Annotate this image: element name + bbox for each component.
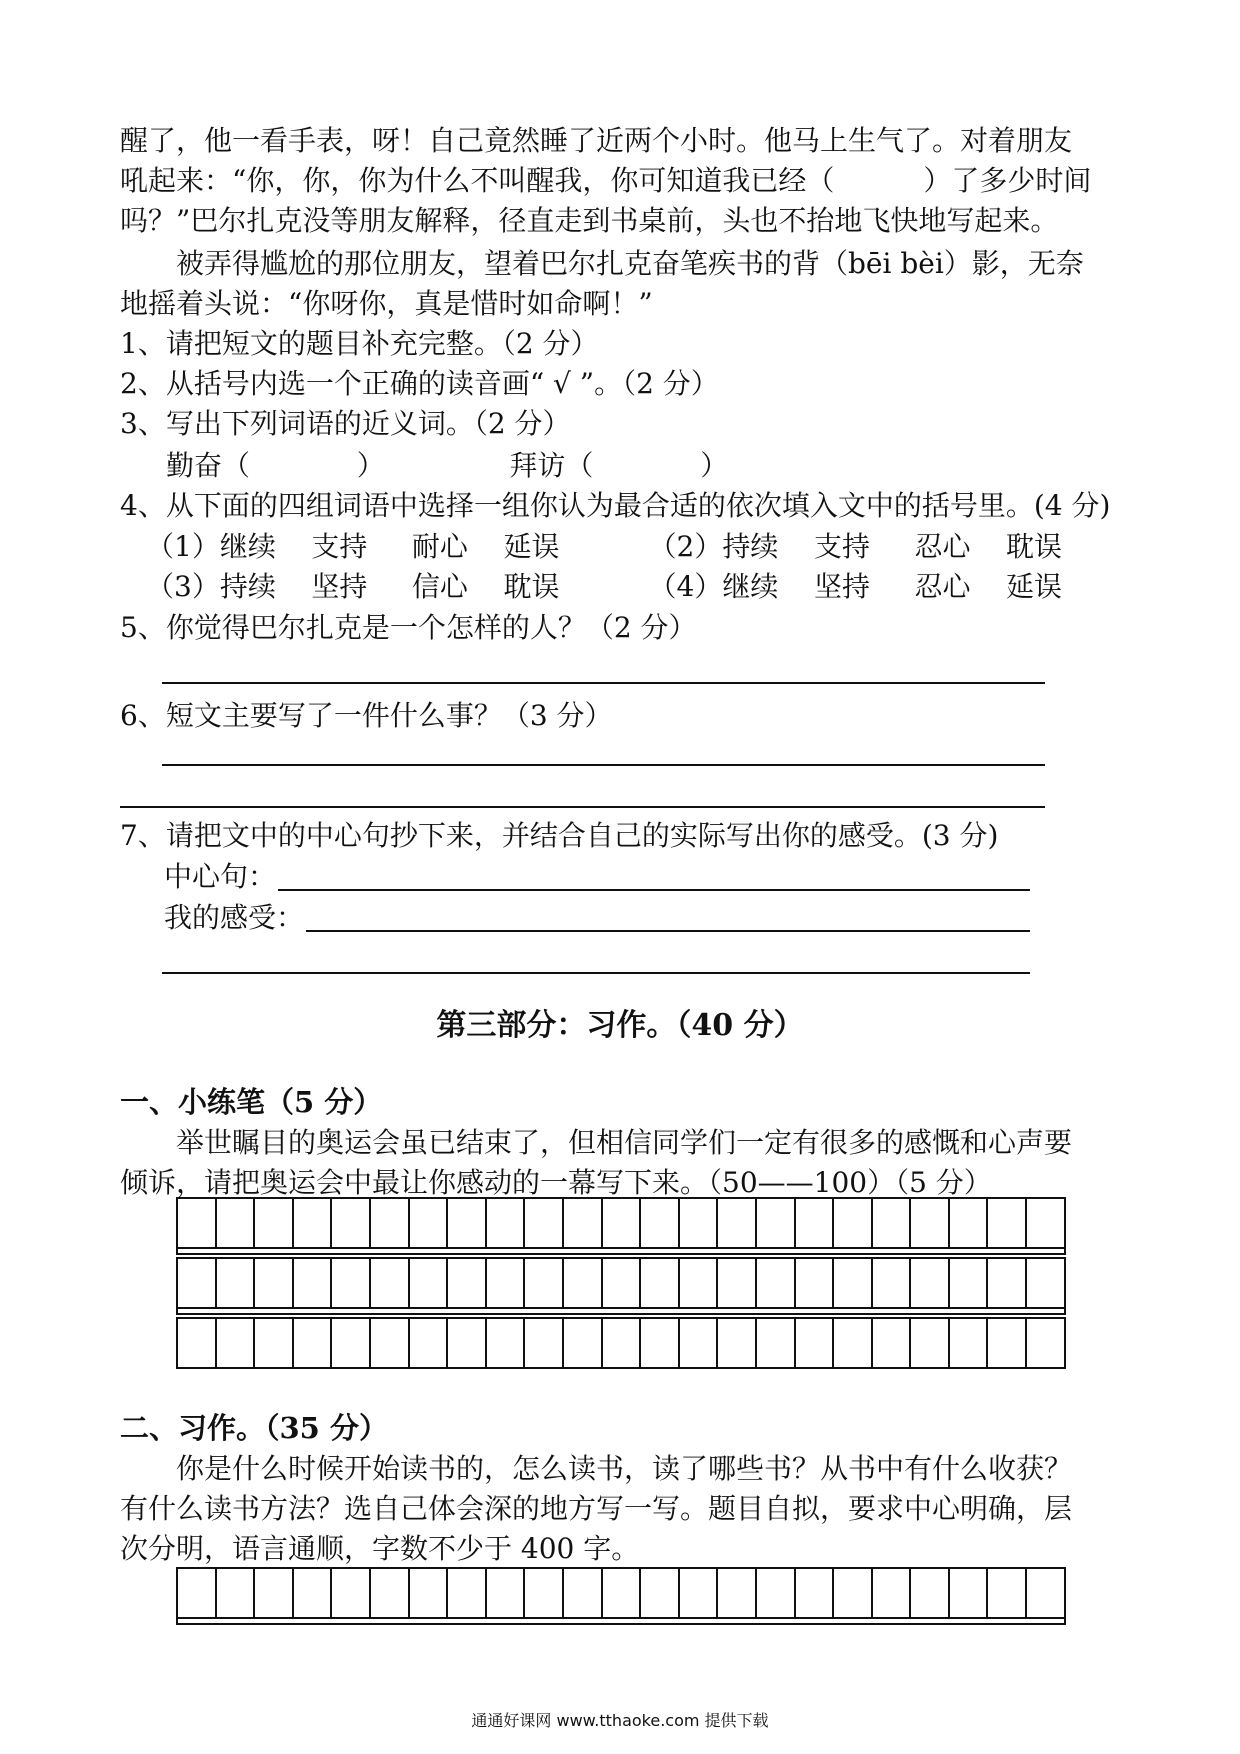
passage-line-1: 醒了，他一看手表，呀！自己竟然睡了近两个小时。他马上生气了。对着朋友	[120, 124, 1073, 157]
answer-line-q6-2[interactable]	[120, 806, 1045, 808]
passage-line-3: 吗？”巴尔扎克没等朋友解释，径直走到书桌前，头也不抬地飞快地写起来。	[120, 204, 1059, 237]
question-3: 3、写出下列词语的近义词。（2 分）	[120, 407, 571, 440]
section-1-title: 一、小练笔（5 分）	[120, 1085, 383, 1119]
section-1-line-2: 倾诉，请把奥运会中最让你感动的一幕写下来。（50——100）（5 分）	[120, 1166, 992, 1199]
section-2-line-3: 次分明，语言通顺，字数不少于 400 字。	[120, 1532, 640, 1565]
question-3-words: 勤奋（ ） 拜访（ ）	[166, 449, 729, 482]
passage-line-5: 地摇着头说：“你呀你，真是惜时如命啊！”	[120, 287, 653, 320]
writing-grid-row-2[interactable]	[176, 1257, 1066, 1309]
writing-grid-row-3[interactable]	[176, 1317, 1066, 1369]
grid-separator	[176, 1307, 1066, 1315]
answer-line-center-sentence[interactable]	[278, 889, 1030, 891]
answer-line-q6-1[interactable]	[162, 764, 1045, 766]
question-6: 6、短文主要写了一件什么事？（3 分）	[120, 699, 613, 732]
q7-feeling-label: 我的感受：	[164, 901, 305, 934]
q7-center-label: 中心句：	[164, 860, 277, 893]
section-2-line-2: 有什么读书方法？选自己体会深的地方写一写。题目自拟，要求中心明确，层	[120, 1492, 1073, 1525]
question-7: 7、请把文中的中心句抄下来，并结合自己的实际写出你的感受。(3 分)	[120, 819, 999, 852]
section-2-title: 二、习作。（35 分）	[120, 1411, 388, 1445]
question-4: 4、从下面的四组词语中选择一组你认为最合适的依次填入文中的括号里。(4 分)	[120, 489, 1111, 522]
writing-grid-row-1[interactable]	[176, 1197, 1066, 1249]
section-2-line-1: 你是什么时候开始读书的，怎么读书，读了哪些书？从书中有什么收获？	[176, 1452, 1073, 1485]
passage-line-2: 吼起来：“你，你，你为什么不叫醒我，你可知道我已经（ ）了多少时间	[120, 164, 1092, 197]
question-4-options-row-1: （1）继续 支持 耐心 延误 （2）持续 支持 忍心 耽误	[146, 530, 1063, 563]
question-2: 2、从括号内选一个正确的读音画“ √ ”。（2 分）	[120, 367, 719, 400]
footer-credit: 通通好课网 www.tthaoke.com 提供下载	[471, 1711, 769, 1730]
section-1-line-1: 举世瞩目的奥运会虽已结束了，但相信同学们一定有很多的感慨和心声要	[176, 1126, 1073, 1159]
grid-separator	[176, 1247, 1066, 1255]
question-4-options-row-2: （3）持续 坚持 信心 耽误 （4）继续 坚持 忍心 延误	[146, 570, 1063, 603]
answer-line-feeling-1[interactable]	[306, 930, 1030, 932]
answer-line-q5[interactable]	[162, 682, 1045, 684]
question-5: 5、你觉得巴尔扎克是一个怎样的人？（2 分）	[120, 611, 697, 644]
grid-separator	[176, 1617, 1066, 1625]
part-3-title: 第三部分：习作。（40 分）	[436, 1008, 804, 1043]
essay-grid-row-1[interactable]	[176, 1567, 1066, 1619]
question-1: 1、请把短文的题目补充完整。（2 分）	[120, 327, 599, 360]
passage-line-4: 被弄得尴尬的那位朋友，望着巴尔扎克奋笔疾书的背（bēi bèi）影，无奈	[176, 247, 1084, 280]
answer-line-feeling-2[interactable]	[162, 972, 1030, 974]
